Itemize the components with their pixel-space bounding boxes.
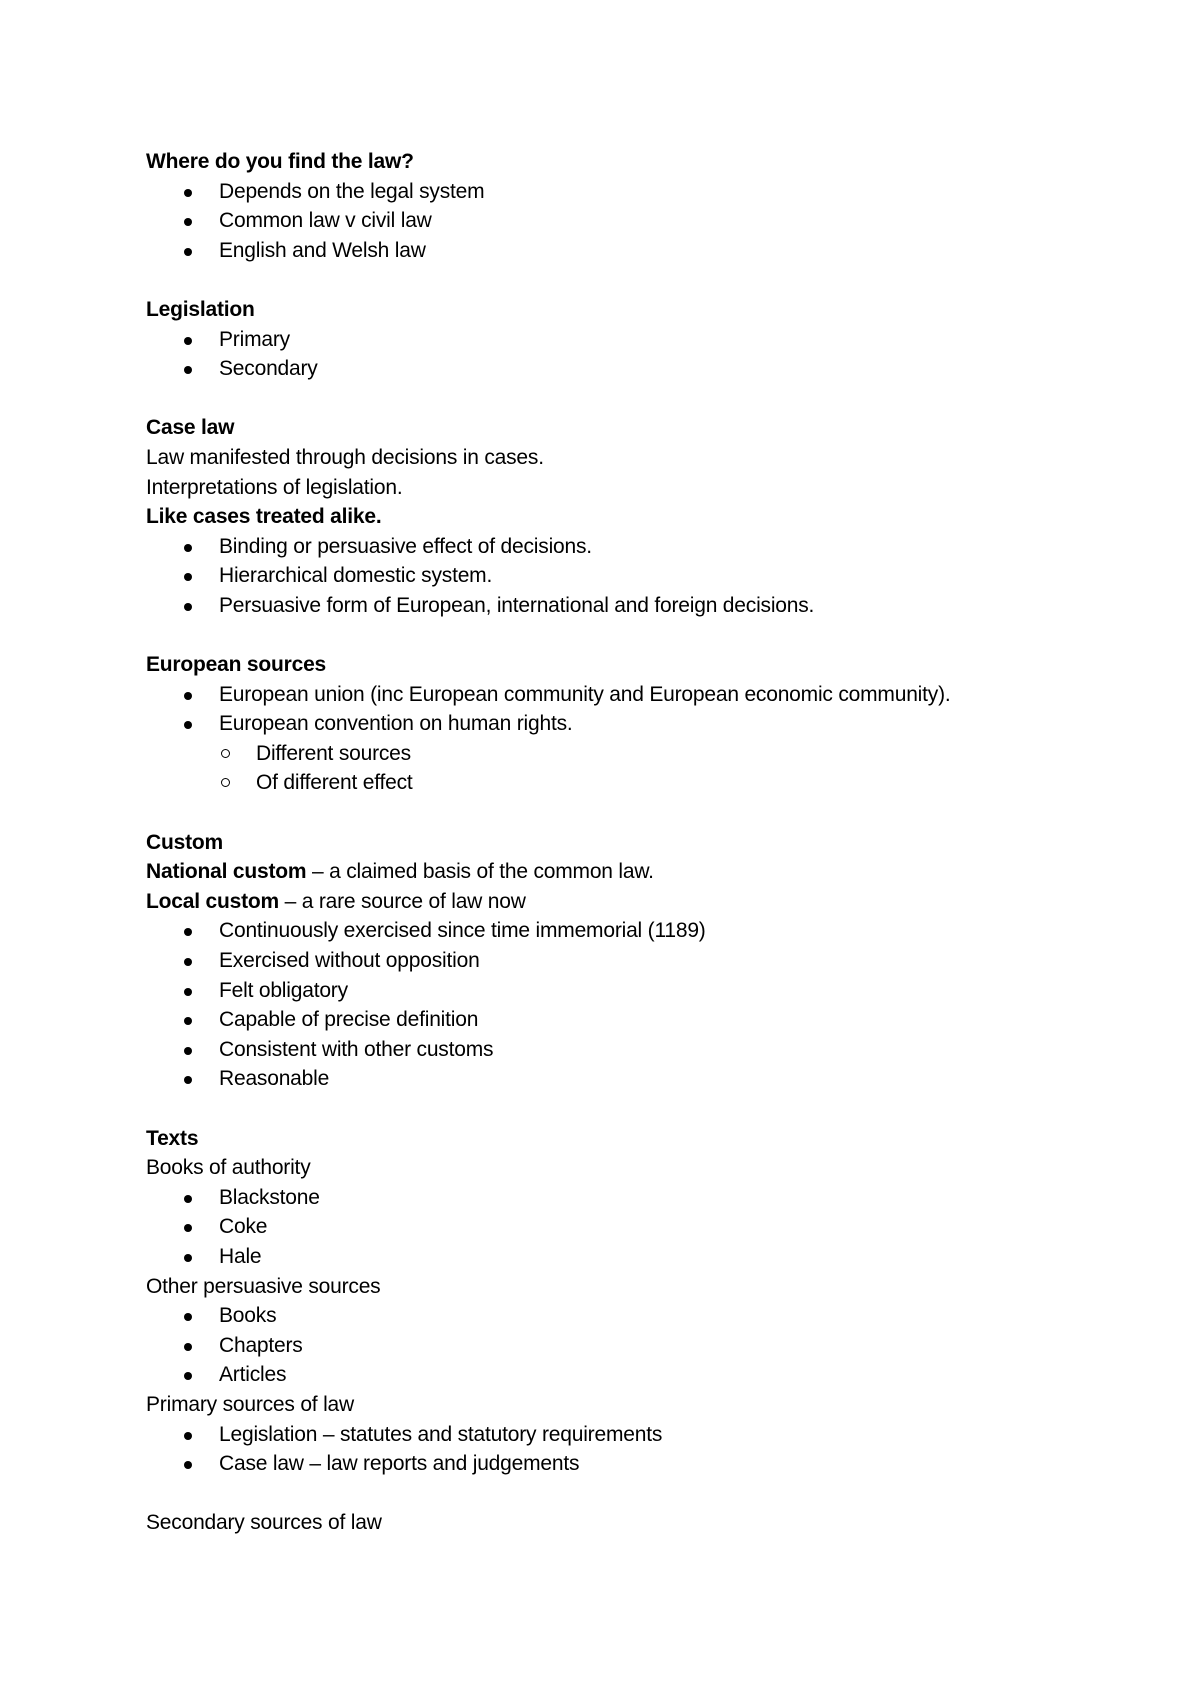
document-body — [146, 147, 1046, 1538]
list-item: Exercised without opposition — [146, 946, 1046, 976]
list-item: European union (inc European community and European economic community). — [146, 680, 1046, 710]
bullet-icon — [184, 1195, 192, 1203]
sub-list-item: Of different effect — [146, 768, 1046, 798]
list-item: Capable of precise definition — [146, 1005, 1046, 1035]
list-item: European convention on human rights. — [146, 709, 1046, 739]
paragraph: National custom – a claimed basis of the common law. — [146, 860, 654, 884]
bullet-icon — [184, 366, 192, 374]
list-item: Consistent with other customs — [146, 1035, 1046, 1065]
list-item: Common law v civil law — [146, 206, 1046, 236]
paragraph: Interpretations of legislation. — [146, 475, 403, 499]
bullet-icon — [184, 603, 192, 611]
bullet-icon — [184, 1343, 192, 1351]
bullet-icon — [184, 1076, 192, 1084]
bullet-icon — [184, 1047, 192, 1055]
spacer — [146, 1094, 1046, 1124]
list-item: Case law – law reports and judgements — [146, 1449, 1046, 1479]
sub-list-item: Different sources — [146, 739, 1046, 769]
bullet-icon — [184, 1254, 192, 1262]
bullet-icon — [184, 721, 192, 729]
list-item: Coke — [146, 1212, 1046, 1242]
bullet-icon — [184, 928, 192, 936]
bullet-icon — [184, 988, 192, 996]
section-heading-where: Where do you find the law? — [146, 150, 414, 173]
paragraph: Books of authority — [146, 1156, 311, 1180]
section-heading-legislation: Legislation — [146, 297, 255, 321]
section-heading-european: European sources — [146, 653, 327, 677]
section-heading-custom: Custom — [146, 830, 223, 854]
paragraph: Primary sources of law — [146, 1392, 354, 1416]
list-item: Articles — [146, 1360, 1046, 1390]
circle-bullet-icon — [221, 749, 230, 758]
list-item: Continuously exercised since time immemorial (1189) — [146, 916, 1046, 946]
spacer — [146, 1479, 1046, 1509]
term-label: National custom — [146, 860, 307, 884]
bullet-icon — [184, 1372, 192, 1380]
bullet-icon — [184, 1313, 192, 1321]
list-item: Depends on the legal system — [146, 177, 1046, 207]
paragraph: Law manifested through decisions in cases. — [146, 445, 544, 469]
term-label: Local custom — [146, 889, 279, 913]
bullet-icon — [184, 1017, 192, 1025]
list-item: Persuasive form of European, international and foreign decisions. — [146, 591, 1046, 621]
bullet-icon — [184, 218, 192, 226]
paragraph: Local custom – a rare source of law now — [146, 889, 526, 913]
bullet-icon — [184, 337, 192, 345]
list-item: Blackstone — [146, 1183, 1046, 1213]
spacer — [146, 621, 1046, 651]
section-heading-case-law: Case law — [146, 416, 235, 440]
bullet-icon — [184, 544, 192, 552]
bullet-icon — [184, 189, 192, 197]
bullet-icon — [184, 1432, 192, 1440]
bullet-icon — [184, 1224, 192, 1232]
list-item: English and Welsh law — [146, 236, 1046, 266]
paragraph: Other persuasive sources — [146, 1274, 381, 1298]
list-item: Felt obligatory — [146, 976, 1046, 1006]
bullet-icon — [184, 958, 192, 966]
bullet-icon — [184, 1461, 192, 1469]
bullet-icon — [184, 573, 192, 581]
list-item: Hierarchical domestic system. — [146, 561, 1046, 591]
bullet-icon — [184, 692, 192, 700]
list-item: Binding or persuasive effect of decisions. — [146, 532, 1046, 562]
list-item: Primary — [146, 325, 1046, 355]
list-item: Hale — [146, 1242, 1046, 1272]
paragraph-bold: Like cases treated alike. — [146, 505, 382, 529]
list-item: Books — [146, 1301, 1046, 1331]
bullet-icon — [184, 248, 192, 256]
section-heading-texts: Texts — [146, 1126, 199, 1150]
list-item: Secondary — [146, 354, 1046, 384]
list-item: Reasonable — [146, 1064, 1046, 1094]
spacer — [146, 798, 1046, 828]
list-item: Legislation – statutes and statutory requirements — [146, 1420, 1046, 1450]
circle-bullet-icon — [221, 778, 230, 787]
list-item: Chapters — [146, 1331, 1046, 1361]
spacer — [146, 265, 1046, 295]
spacer — [146, 384, 1046, 414]
paragraph: Secondary sources of law — [146, 1511, 382, 1535]
